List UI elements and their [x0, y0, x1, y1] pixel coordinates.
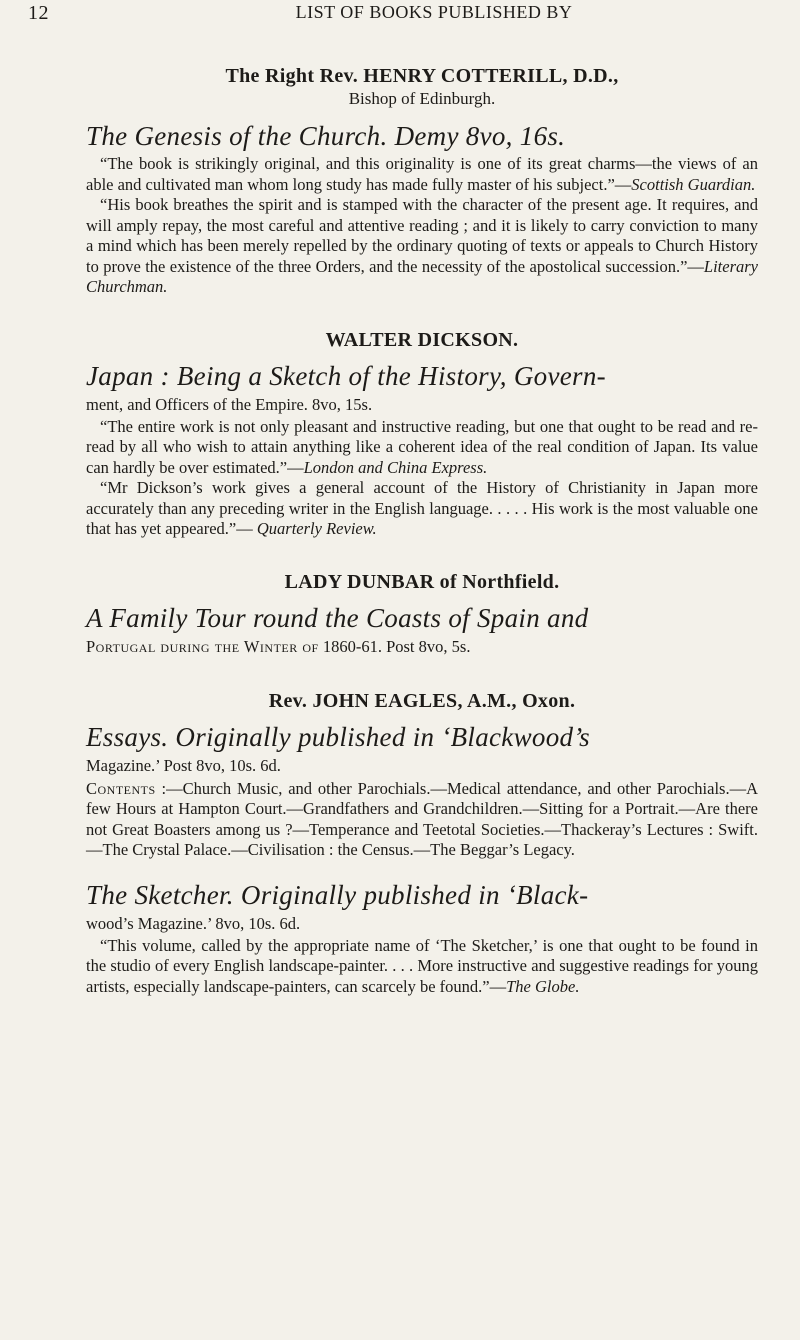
author-heading: WALTER DICKSON. — [325, 328, 519, 351]
running-title: LIST OF BOOKS PUBLISHED BY — [295, 2, 573, 22]
author-subtitle: Bishop of Edinburgh. — [348, 89, 496, 108]
contents-label: Contents — [86, 778, 156, 798]
review-quote: “The book is strikingly original, and this originality is one of its great charms—the views of an able and cultivated man whom long study has made fully master of his subject.”—Scottish Guardian. — [86, 154, 758, 194]
running-head — [28, 2, 760, 23]
review-quote: “This volume, called by the appropriate name of ‘The Sketcher,’ is one that ought to be found in the studio of every English landscape-painter. . . . More instructive and suggestive readings for young artists, especially landscape-painters, can scarcely be found.”—The Globe. — [86, 935, 758, 996]
book-title-continued: Portugal during the Winter of 1860-61. Post 8vo, 5s. — [86, 636, 471, 656]
contents-list: Contents :—Church Music, and other Parochials.—Medical attendance, and other Parochials.—A few Hours at Hampton Court.—Grandfathers and Grandchildren.—Sitting for a Portrait.—Are there not Great Boasters among us ?—Temperance and Teetotal Societies.—Thackeray’s Lectures : Swift.—The Crystal Palace.—Civilisation : the Census.—The Beggar’s Legacy. — [86, 778, 758, 859]
book-title: The Genesis of the Church. Demy 8vo, 16s. — [86, 121, 566, 151]
review-source: Scottish Guardian. — [631, 174, 756, 194]
review-source: The Globe. — [506, 976, 580, 996]
book-title-continued: wood’s Magazine.’ 8vo, 10s. 6d. — [86, 913, 301, 933]
book-title-continued: Magazine.’ Post 8vo, 10s. 6d. — [86, 755, 281, 775]
author-heading: LADY DUNBAR of Northfield. — [284, 570, 560, 593]
review-quote: “Mr Dickson’s work gives a general account of the History of Christianity in Japan more accurately than any preceding writer in the English language. . . . . His work is the most valuable one that has yet appeared.”— Quarterly Review. — [86, 478, 758, 538]
book-title: A Family Tour round the Coasts of Spain and — [86, 602, 589, 633]
author-heading: Rev. JOHN EAGLES, A.M., Oxon. — [268, 689, 576, 712]
review-source: Quarterly Review. — [256, 519, 377, 538]
review-quote: “His book breathes the spirit and is stamped with the character of the present age. It requires, and will amply repay, the most careful and attentive reading ; and it is likely to carry conviction to many a mind which has been merely repelled by the ordinary quoting of texts or appeals to Church History to prove the existence of the three Orders, and the necessity of the apostolical succession.”—Literary Churchman. — [86, 195, 758, 296]
book-list — [86, 64, 758, 997]
page-number: 12 — [28, 2, 49, 24]
review-source: London and China Express. — [303, 457, 488, 477]
book-entry-eagles — [86, 689, 758, 861]
author-heading: The Right Rev. HENRY COTTERILL, D.D., — [225, 65, 619, 87]
review-quote: “The entire work is not only pleasant and instructive reading, but one that ought to be read and re-read by all who wish to attain anything like a coherent idea of the real condition of Japan. Its value can hardly be over estimated.”—London and China Express. — [86, 416, 758, 477]
book-entry-sketcher — [86, 877, 758, 998]
review-source: Literary Churchman. — [86, 256, 758, 296]
book-title: Japan : Being a Sketch of the History, Govern- — [86, 360, 606, 391]
book-entry-dunbar — [86, 570, 758, 657]
book-entry-cotterill — [86, 64, 758, 298]
book-title-continued: ment, and Officers of the Empire. 8vo, 15s. — [86, 394, 373, 414]
book-title: Essays. Originally published in ‘Blackwood’s — [86, 721, 590, 752]
book-entry-dickson — [86, 328, 758, 540]
book-title: The Sketcher. Originally published in ‘Black- — [86, 879, 589, 910]
